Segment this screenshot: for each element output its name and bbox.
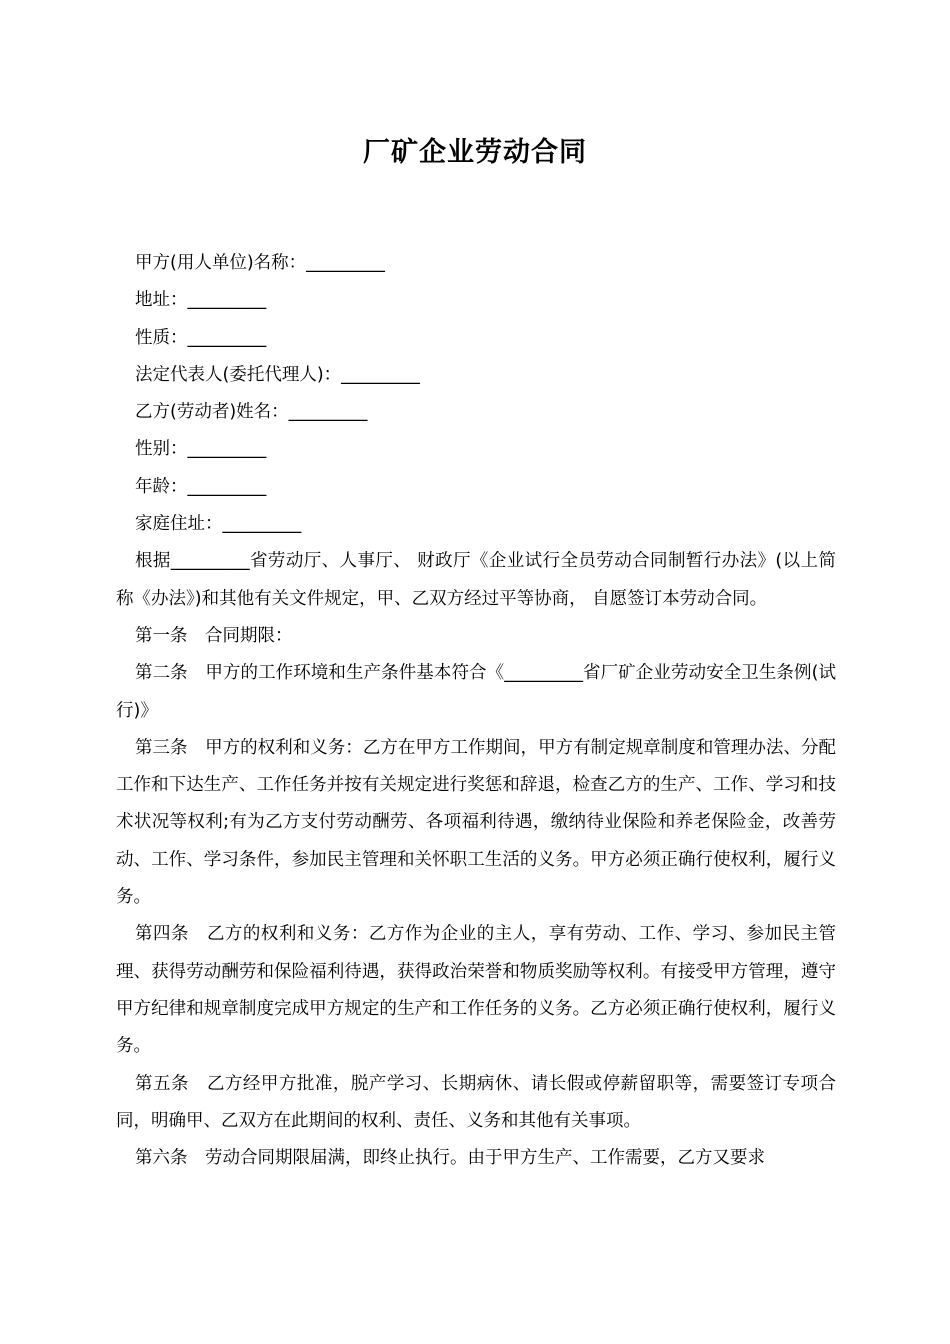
field-home-address: 家庭住址：_________ [135,514,302,535]
article-1: 第一条 合同期限： [135,625,293,646]
article-5: 第五条 乙方经甲方批准，脱产学习、长期病休、请长假或停薪留职等，需要签订专项合同，明确甲、乙双方在此期间的权利、责任、义务和其他有关事项。 [116,1073,836,1131]
field-legal-representative: 法定代表人(委托代理人)：_________ [135,364,420,385]
contract-body [116,245,836,1177]
field-nature: 性质：_________ [135,327,267,348]
article-3: 第三条 甲方的权利和义务：乙方在甲方工作期间，甲方有制定规章制度和管理办法、分配工作和下达生产、工作任务并按有关规定进行奖惩和辞退，检查乙方的生产、工作、学习和技术状况等权利;有为乙方支付劳动酬劳、各项福利待遇，缴纳待业保险和养老保险金，改善劳动、工作、学习条件，参加民主管理和关怀职工生活的义务。甲方必须正确行使权利，履行义务。 [116,737,836,908]
field-address: 地址：_________ [135,290,267,311]
field-employee-name: 乙方(劳动者)姓名：_________ [135,402,368,423]
article-2: 第二条 甲方的工作环境和生产条件基本符合《_________省厂矿企业劳动安全卫生条例(试行)》 [116,663,836,721]
document-title: 厂矿企业劳动合同 [363,137,587,168]
article-4: 第四条 乙方的权利和义务：乙方作为企业的主人，享有劳动、工作、学习、参加民主管理、获得劳动酬劳和保险福利待遇，获得政治荣誉和物质奖励等权利。有接受甲方管理，遵守甲方纪律和规章制度完成甲方规定的生产和工作任务的义务。乙方必须正确行使权利，履行义务。 [116,924,836,1057]
field-gender: 性别：_________ [135,439,267,460]
article-6: 第六条 劳动合同期限届满，即终止执行。由于甲方生产、工作需要，乙方又要求 [135,1148,765,1169]
field-employer-name: 甲方(用人单位)名称：_________ [135,253,385,273]
field-age: 年龄：_________ [135,476,267,497]
preamble-paragraph: 根据_________省劳动厅、人事厅、 财政厅《企业试行全员劳动合同制暂行办法》(以上简称《办法》)和其他有关文件规定，甲、乙双方经过平等协商， 自愿签订本劳动合同。 [116,551,836,609]
